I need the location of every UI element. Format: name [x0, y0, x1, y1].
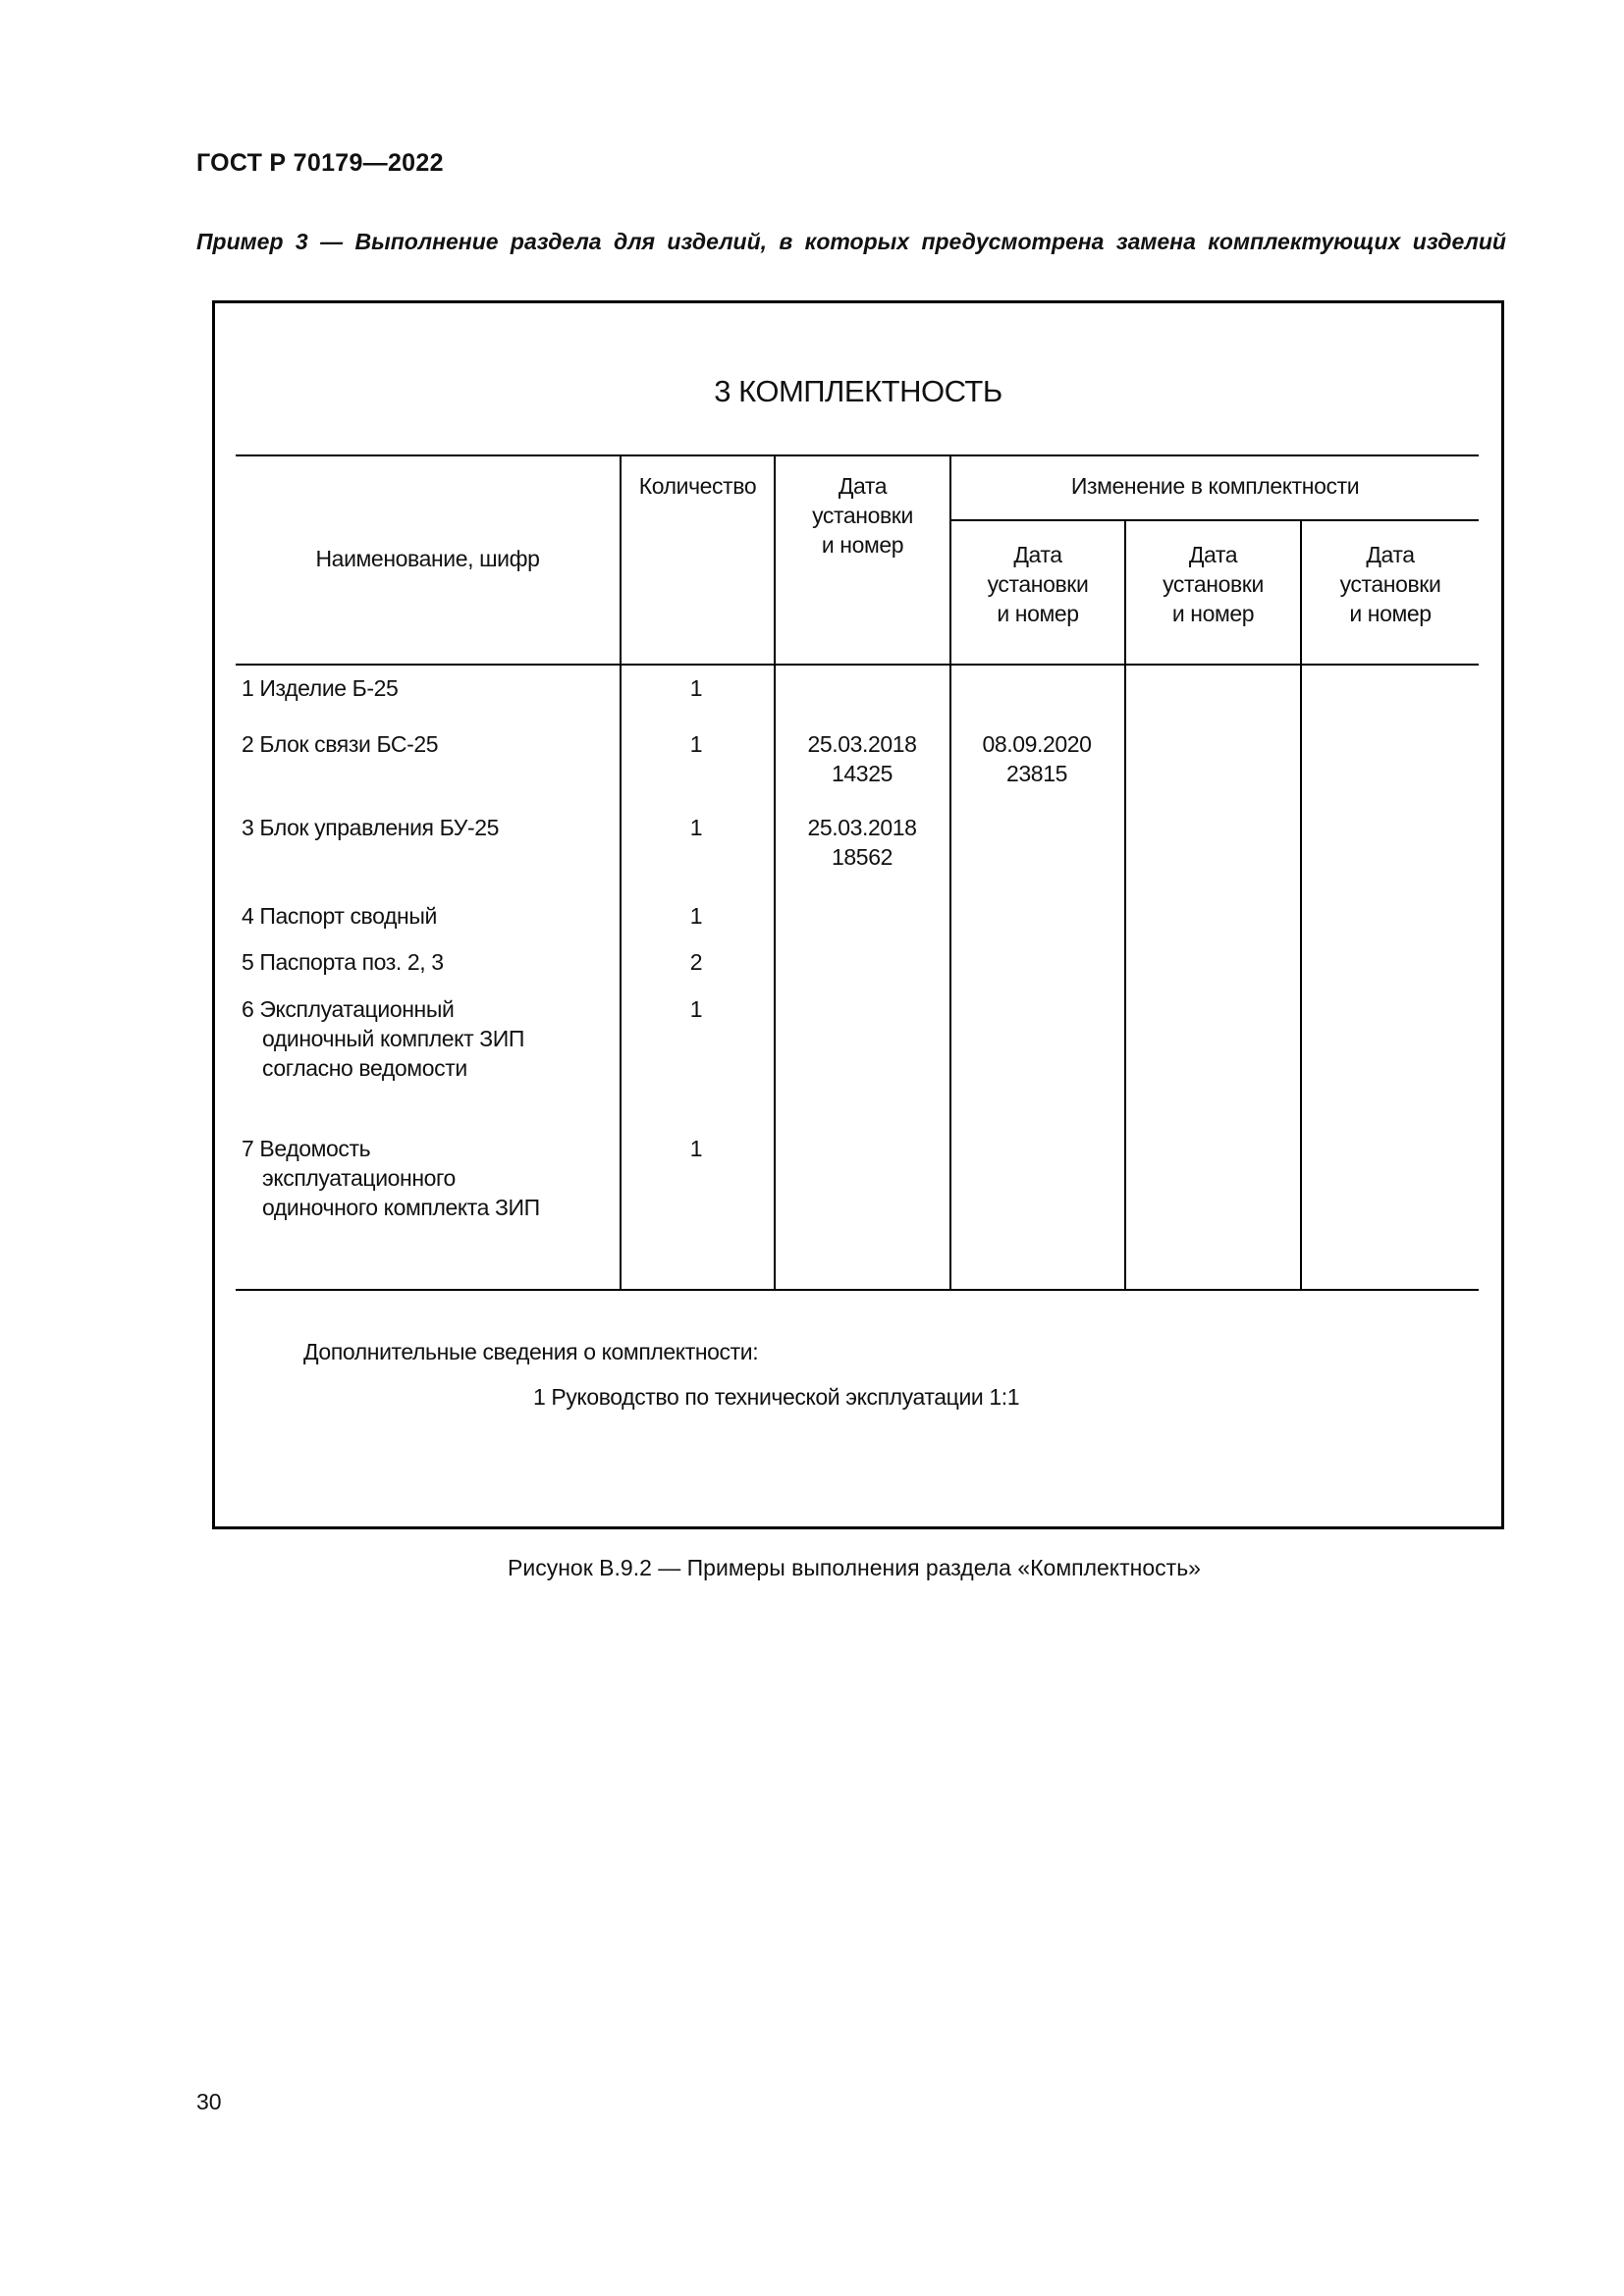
row-2-install-number: 14325: [832, 761, 893, 786]
row-3-name-line-1: 3 Блок управления БУ-25: [242, 815, 499, 840]
row-6-name-line-3: согласно ведомости: [262, 1055, 467, 1081]
row-2-change-1: [950, 729, 1123, 788]
row-1-quantity: 1: [689, 675, 703, 701]
header-change-col-2-line-3: и номер: [1171, 601, 1255, 626]
row-7-name-line-3: одиночного комплекта ЗИП: [262, 1195, 540, 1220]
change-group-rule: [949, 519, 1479, 521]
table-bottom-rule: [236, 1289, 1479, 1291]
section-heading: 3 КОМПЛЕКТНОСТЬ: [714, 374, 1002, 408]
row-3-install-number: 18562: [832, 844, 893, 870]
header-change-col-2-line-2: установки: [1163, 571, 1264, 597]
col-divider-change-2: [1300, 519, 1302, 1290]
header-change-col-3-line-3: и номер: [1349, 601, 1432, 626]
row-7-name-line-1: 7 Ведомость: [242, 1136, 371, 1161]
row-3-install-date: [776, 813, 948, 872]
header-change-col-1-line-3: и номер: [997, 601, 1079, 626]
notes-title: Дополнительные сведения о комплектности:: [303, 1339, 759, 1364]
row-6-name: [242, 994, 524, 1083]
row-4-name-line-1: 4 Паспорт сводный: [242, 903, 437, 929]
header-install-date: [776, 471, 949, 560]
document-code: ГОСТ Р 70179—2022: [196, 149, 444, 177]
header-change-col-3: [1302, 540, 1479, 628]
row-5-name: [242, 947, 444, 977]
row-6-name-line-2: одиночный комплект ЗИП: [262, 1026, 524, 1051]
row-2-change-1-number: 23815: [1006, 761, 1067, 786]
header-change-col-3-line-1: Дата: [1366, 542, 1415, 567]
row-2-quantity: 1: [689, 731, 703, 757]
row-7-name: [242, 1134, 540, 1222]
header-change-col-1-line-1: Дата: [1013, 542, 1062, 567]
row-3-quantity: 1: [689, 815, 703, 840]
row-4-name: [242, 901, 437, 931]
notes-line: 1 Руководство по технической эксплуатации 1:1: [533, 1384, 1020, 1410]
row-6-name-line-1: 6 Эксплуатационный: [242, 996, 455, 1022]
figure-caption: Рисунок В.9.2 — Примеры выполнения раздела «Комплектность»: [508, 1555, 1201, 1580]
header-install-date-line-1: Дата: [838, 473, 888, 499]
header-change-col-2-line-1: Дата: [1188, 542, 1238, 567]
header-change-group: Изменение в комплектности: [1070, 473, 1360, 499]
row-2-install-date: [776, 729, 948, 788]
header-change-col-1-line-2: установки: [987, 571, 1089, 597]
header-install-date-line-2: установки: [812, 503, 913, 528]
header-bottom-rule: [236, 664, 1479, 666]
page-number: 30: [196, 2089, 222, 2114]
row-4-quantity: 1: [689, 903, 703, 929]
col-divider-name: [620, 454, 622, 1290]
header-change-col-1: [951, 540, 1124, 628]
header-name: Наименование, шифр: [315, 546, 540, 571]
row-1-name: [242, 673, 398, 703]
row-2-name: [242, 729, 438, 759]
row-1-name-line-1: 1 Изделие Б-25: [242, 675, 399, 701]
row-2-name-line-1: 2 Блок связи БС-25: [242, 731, 439, 757]
row-5-name-line-1: 5 Паспорта поз. 2, 3: [242, 949, 444, 975]
row-2-change-1-date: 08.09.2020: [982, 731, 1092, 757]
header-install-date-line-3: и номер: [821, 532, 904, 558]
header-change-col-2: [1126, 540, 1300, 628]
header-change-col-3-line-2: установки: [1339, 571, 1441, 597]
example-title: Пример 3 — Выполнение раздела для изделий, в которых предусмотрена замена комплектующих изделий: [196, 229, 1506, 254]
row-2-install-date-value: 25.03.2018: [807, 731, 917, 757]
col-divider-quantity: [774, 454, 776, 1290]
table-top-rule: [236, 454, 1479, 456]
header-quantity: Количество: [638, 473, 757, 499]
row-7-name-line-2: эксплуатационного: [262, 1165, 456, 1191]
row-3-install-date-value: 25.03.2018: [807, 815, 917, 840]
row-7-quantity: 1: [689, 1136, 703, 1161]
row-6-quantity: 1: [689, 996, 703, 1022]
row-3-name: [242, 813, 499, 842]
row-5-quantity: 2: [689, 949, 703, 975]
col-divider-change-1: [1124, 519, 1126, 1290]
